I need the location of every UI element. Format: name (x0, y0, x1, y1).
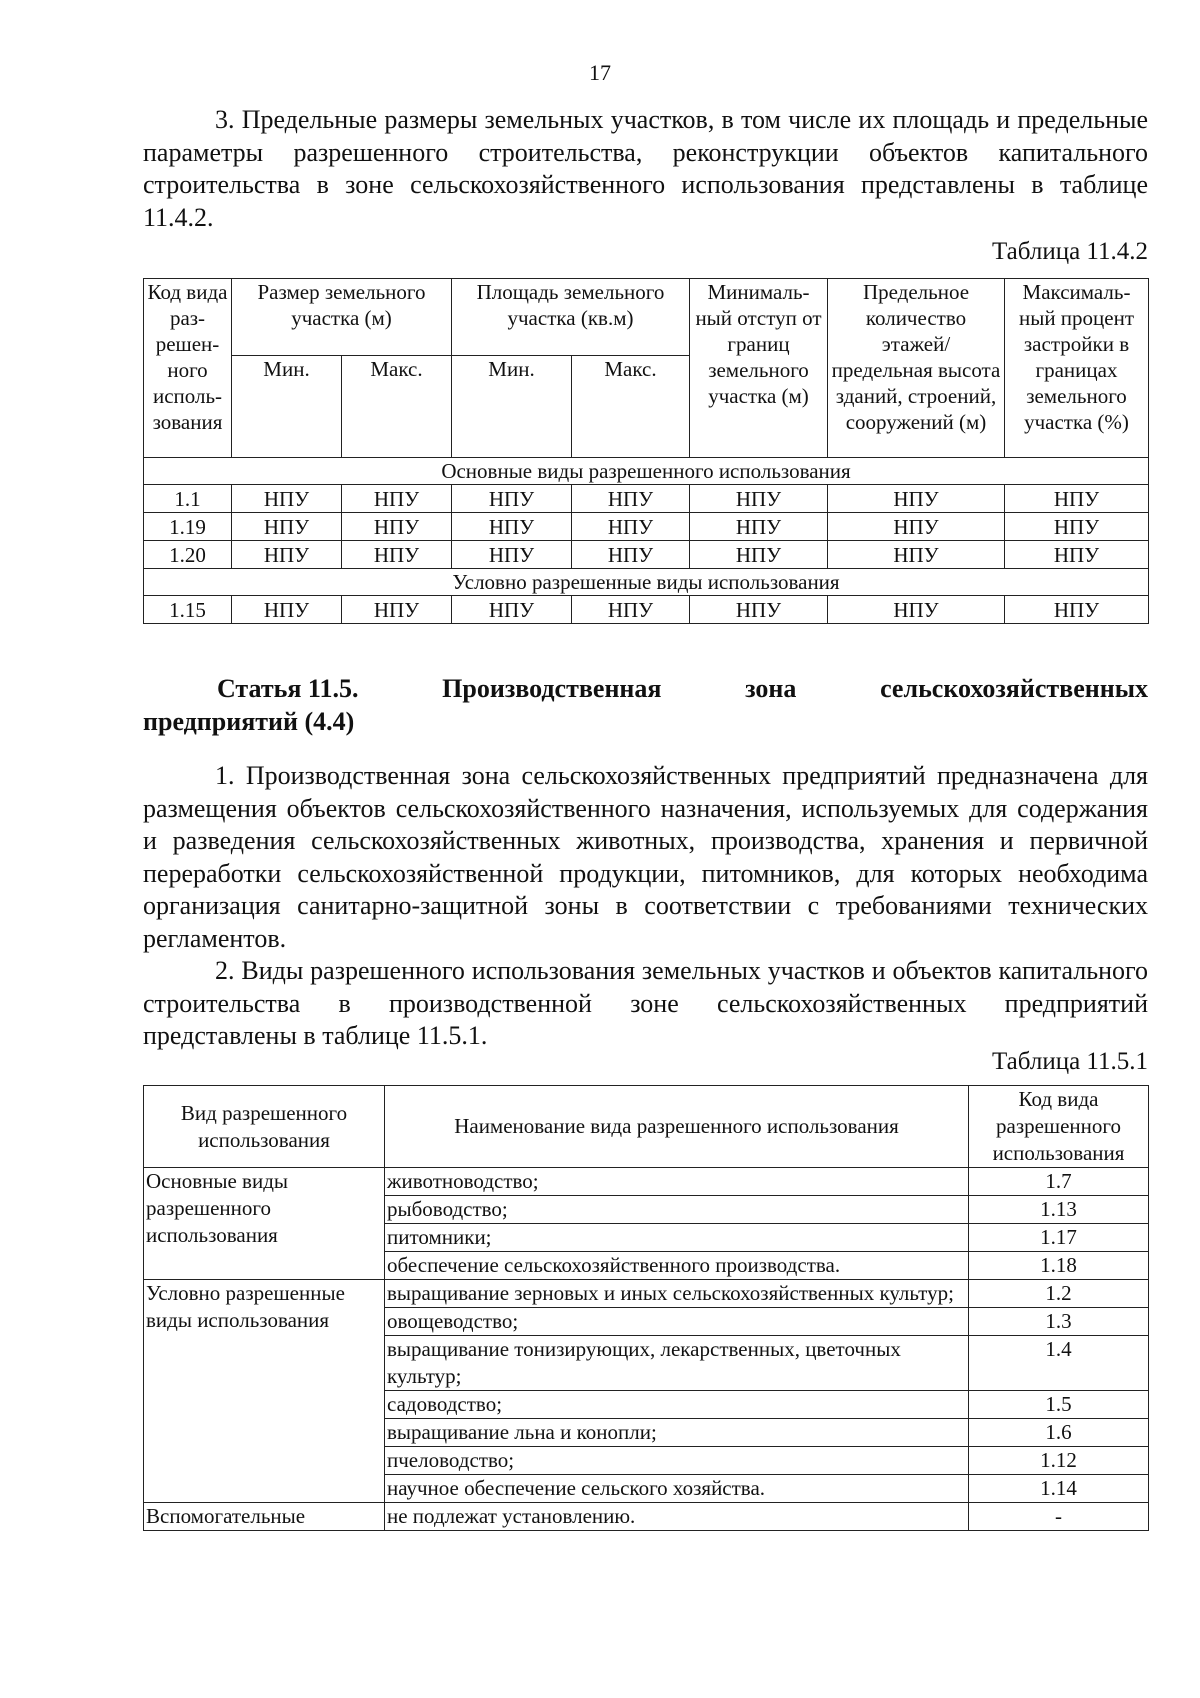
paragraph-1: 1. Производственная зона сельскохозяйственных предприятий предназначена для размещения объектов сельскохозяйственного назначения, используемых для содержания и разведения сельскохозяйственных животных, производства, хранения и первичной переработки сельскохозяйственной продукции, питомников, для которых необходима организация санитарно-защитной зоны в соответствии с требованиями технических регламентов. (143, 761, 1148, 953)
group-main: Основные виды разрешенного использования (144, 1168, 385, 1280)
cell-value: НПУ (232, 596, 342, 624)
use-code: 1.5 (969, 1391, 1149, 1419)
cell-value: НПУ (342, 513, 452, 541)
cell-value: НПУ (452, 485, 572, 513)
cell-value: НПУ (452, 513, 572, 541)
cell-value: НПУ (1005, 596, 1149, 624)
cell-code: 1.15 (144, 596, 232, 624)
article-heading-part: Статья 11.5. (217, 674, 359, 703)
permitted-uses-table (143, 1085, 1149, 1531)
body-text (143, 760, 1148, 1053)
table-row (144, 1503, 1149, 1531)
table1-caption: Таблица 11.4.2 (992, 238, 1148, 265)
table-row (144, 541, 1149, 569)
use-code: 1.18 (969, 1252, 1149, 1280)
article-heading-part: Производственная (442, 674, 662, 703)
cell-value: НПУ (828, 596, 1005, 624)
use-name: питомники; (385, 1224, 969, 1252)
use-code: 1.4 (969, 1336, 1149, 1391)
use-code: 1.7 (969, 1168, 1149, 1196)
use-name: не подлежат установлению. (385, 1503, 969, 1531)
cell-code: 1.1 (144, 485, 232, 513)
cell-value: НПУ (342, 485, 452, 513)
article-heading-part: сельскохозяйственных (880, 674, 1148, 703)
table-row (144, 596, 1149, 624)
header-area: Площадь земельного участка (кв.м) (452, 279, 690, 356)
table-row (144, 1168, 1149, 1196)
cell-value: НПУ (828, 513, 1005, 541)
use-code: 1.6 (969, 1419, 1149, 1447)
table2-caption: Таблица 11.5.1 (992, 1048, 1148, 1075)
header-size: Размер земельного участка (м) (232, 279, 452, 356)
cell-value: НПУ (342, 596, 452, 624)
table-row (144, 485, 1149, 513)
cell-value: НПУ (690, 596, 828, 624)
header-size-min: Мин. (232, 356, 342, 458)
header-use-code: Код вида разрешенного использования (969, 1086, 1149, 1168)
cell-value: НПУ (232, 541, 342, 569)
cell-value: НПУ (342, 541, 452, 569)
cell-value: НПУ (1005, 541, 1149, 569)
group-auxiliary: Вспомогательные (144, 1503, 385, 1531)
use-name: выращивание тонизирующих, лекарственных, цветочных культур; (385, 1336, 969, 1391)
cell-value: НПУ (572, 485, 690, 513)
cell-value: НПУ (452, 541, 572, 569)
limits-table (143, 278, 1149, 624)
use-name: садоводство; (385, 1391, 969, 1419)
header-indent: Минималь-ный отступ от границ земельного участка (м) (690, 279, 828, 458)
use-name: овощеводство; (385, 1308, 969, 1336)
header-name: Наименование вида разрешенного использования (385, 1086, 969, 1168)
group-conditional: Условно разрешенные виды использования (144, 1280, 385, 1503)
header-area-min: Мин. (452, 356, 572, 458)
use-code: 1.14 (969, 1475, 1149, 1503)
cell-value: НПУ (1005, 485, 1149, 513)
table-row (144, 513, 1149, 541)
cell-value: НПУ (1005, 513, 1149, 541)
use-name: рыбоводство; (385, 1196, 969, 1224)
paragraph-2: 2. Виды разрешенного использования земельных участков и объектов капитального строительства в производственной зоне сельскохозяйственных предприятий представлены в таблице 11.5.1. (143, 956, 1148, 1050)
header-area-max: Макс. (572, 356, 690, 458)
intro-paragraph-block (143, 104, 1148, 234)
use-name: выращивание зерновых и иных сельскохозяйственных культур; (385, 1280, 969, 1308)
article-heading (143, 672, 1148, 738)
cell-value: НПУ (828, 485, 1005, 513)
use-code: 1.13 (969, 1196, 1149, 1224)
section-main: Основные виды разрешенного использования (144, 458, 1149, 485)
cell-value: НПУ (690, 541, 828, 569)
cell-value: НПУ (828, 541, 1005, 569)
use-name: пчеловодство; (385, 1447, 969, 1475)
table-row (144, 1280, 1149, 1308)
cell-value: НПУ (452, 596, 572, 624)
header-size-max: Макс. (342, 356, 452, 458)
use-code: 1.2 (969, 1280, 1149, 1308)
header-floors: Предельное количество этажей/ предельная высота зданий, строений, сооружений (м) (828, 279, 1005, 458)
header-code: Код вида раз-решен-ного исполь-зования (144, 279, 232, 458)
use-code: 1.12 (969, 1447, 1149, 1475)
header-percent: Максималь-ный процент застройки в границах земельного участка (%) (1005, 279, 1149, 458)
header-kind: Вид разрешенного использования (144, 1086, 385, 1168)
cell-code: 1.19 (144, 513, 232, 541)
cell-value: НПУ (690, 513, 828, 541)
intro-paragraph: 3. Предельные размеры земельных участков, в том числе их площадь и предельные параметры разрешенного строительства, реконструкции объектов капитального строительства в зоне сельскохозяйственного использования представлены в таблице 11.4.2. (143, 105, 1148, 232)
article-heading-line2: предприятий (4.4) (143, 707, 355, 736)
use-code: 1.3 (969, 1308, 1149, 1336)
use-name: научное обеспечение сельского хозяйства. (385, 1475, 969, 1503)
cell-value: НПУ (572, 513, 690, 541)
cell-value: НПУ (690, 485, 828, 513)
cell-code: 1.20 (144, 541, 232, 569)
use-name: животноводство; (385, 1168, 969, 1196)
cell-value: НПУ (232, 513, 342, 541)
use-name: выращивание льна и конопли; (385, 1419, 969, 1447)
cell-value: НПУ (572, 596, 690, 624)
article-heading-part: зона (745, 674, 797, 703)
use-name: обеспечение сельскохозяйственного производства. (385, 1252, 969, 1280)
use-code: - (969, 1503, 1149, 1531)
cell-value: НПУ (572, 541, 690, 569)
section-conditional: Условно разрешенные виды использования (144, 569, 1149, 596)
use-code: 1.17 (969, 1224, 1149, 1252)
page-number: 17 (589, 60, 611, 85)
cell-value: НПУ (232, 485, 342, 513)
